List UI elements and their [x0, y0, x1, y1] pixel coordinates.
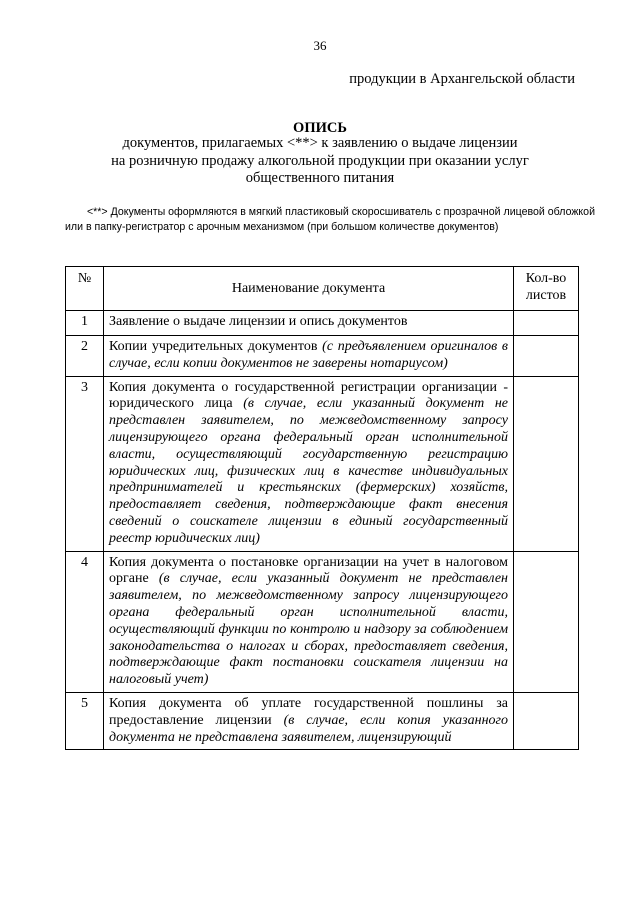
- header-name: Наименование документа: [104, 267, 514, 311]
- header-qty-line: Кол-во: [525, 271, 567, 286]
- row-qty: [514, 692, 579, 749]
- page-number: 36: [313, 38, 327, 53]
- row-text: Копия документа о постановке организации на учет в налоговом органе: [109, 554, 508, 587]
- row-name: [104, 311, 514, 336]
- row-num: 3: [66, 376, 104, 551]
- row-name: [104, 551, 514, 692]
- document-description: [90, 135, 550, 188]
- description-line: документов, прилагаемых <**> к заявлению о выдаче лицензии: [122, 135, 518, 151]
- footnote: <**> Документы оформляются в мягкий пластиковый скоросшиватель с прозрачной лицевой обложкой или в папку-регистратор с арочным механизмом (при большом количестве документов): [65, 206, 595, 233]
- table-row: [66, 376, 579, 551]
- row-qty: [514, 311, 579, 336]
- document-title: ОПИСЬ: [293, 120, 347, 136]
- table-header-row: [66, 267, 579, 311]
- row-italic: (в случае, если копия указанного документа не представлена заявителем, лицензирующий: [109, 712, 508, 745]
- row-name: [104, 692, 514, 749]
- row-qty: [514, 376, 579, 551]
- table-row: [66, 336, 579, 377]
- row-italic: (с предъявлением оригиналов в случае, если копии документов не заверены нотариусом): [109, 339, 508, 371]
- table-row: [66, 311, 579, 336]
- table-row: [66, 692, 579, 749]
- row-num: 5: [66, 692, 104, 749]
- row-text: Копии учредительных документов: [109, 339, 323, 354]
- row-italic: (в случае, если указанный документ не представлен заявителем, по межведомственному запросу лицензирующего органа федеральный орган исполнительной власти, осуществляющий государственную регистрацию юридических лиц, физических лиц в качестве индивидуальных предпринимателей и крестьянских (фермерских) хозяйств, предоставляет сведения, подтверждающие факт внесения сведений о соискателе лицензии в единый государственный реестр юридических лиц): [109, 396, 508, 546]
- row-qty: [514, 336, 579, 377]
- header-qty: [514, 267, 579, 311]
- row-num: 4: [66, 551, 104, 692]
- row-num: 1: [66, 311, 104, 336]
- row-text: Копия документа об уплате государственной пошлины за предоставление лицензии: [109, 695, 508, 728]
- row-italic: (в случае, если указанный документ не представлен заявителем, по межведомственному запросу лицензирующего органа федеральный орган исполнительной власти, осуществляющий функции по контролю и надзору за соблюдением законодательства о налогах и сборах, предоставляет сведения, подтверждающие факт постановки соискателя лицензии на налоговый учет): [109, 571, 508, 688]
- header-right: продукции в Архангельской области: [349, 71, 575, 87]
- description-line: общественного питания: [245, 170, 395, 186]
- table-row: [66, 551, 579, 692]
- row-text: Копия документа о государственной регистрации организации - юридического лица: [109, 379, 508, 412]
- row-name: [104, 336, 514, 377]
- row-name: [104, 376, 514, 551]
- documents-table: [65, 266, 579, 750]
- row-num: 2: [66, 336, 104, 377]
- row-qty: [514, 551, 579, 692]
- header-num: №: [66, 267, 104, 311]
- row-text: Заявление о выдаче лицензии и опись документов: [109, 314, 408, 329]
- header-qty-line: листов: [525, 287, 567, 303]
- description-line: на розничную продажу алкогольной продукции при оказании услуг: [111, 152, 529, 169]
